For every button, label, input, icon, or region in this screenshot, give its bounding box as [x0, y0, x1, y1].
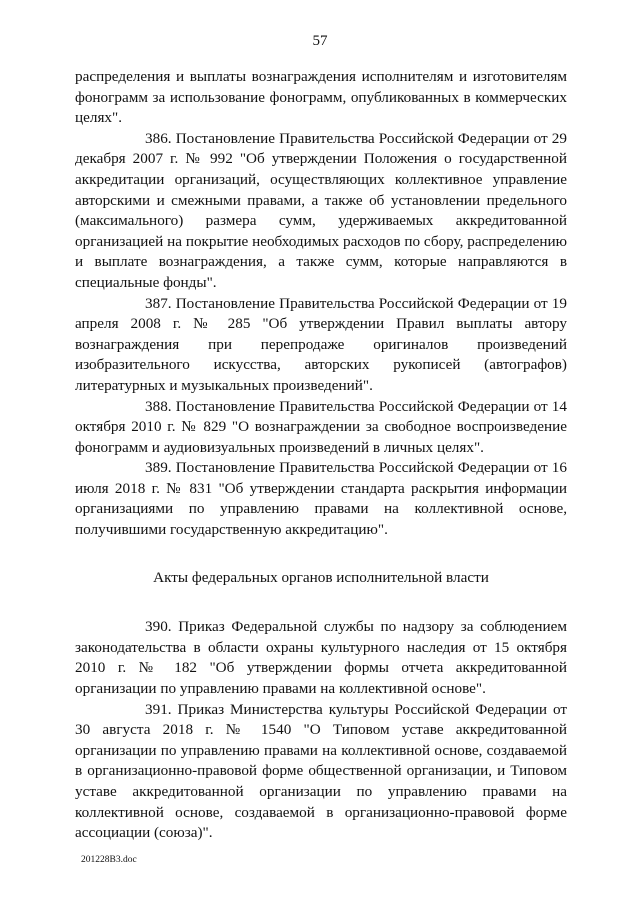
- paragraph-item-389: 389. Постановление Правительства Российской Федерации от 16 июля 2018 г. № 831 "Об утверждении стандарта раскрытия информации организациями по управлению правами на коллективной основе, получившими государственную аккредитацию".: [75, 459, 567, 539]
- section-heading: Акты федеральных органов исполнительной власти: [153, 568, 489, 586]
- page-number: 57: [312, 33, 328, 49]
- paragraph-item-386: 386. Постановление Правительства Российской Федерации от 29 декабря 2007 г. № 992 "Об утверждении Положения о государственной аккредитации организаций, осуществляющих коллективное управление авторскими и смежными правами, а также об установлении предельного (максимального) размера сумм, удерживаемых аккредитованной организацией на покрытие необходимых расходов по сбору, распределению и выплате вознаграждения, а также сумм, которые направляются в специальные фонды".: [75, 129, 567, 291]
- footer-document-code: 201228B3.doc: [81, 855, 137, 865]
- paragraph-item-391: 391. Приказ Министерства культуры Российской Федерации от 30 августа 2018 г. № 1540 "О Типовом уставе аккредитованной организации по управлению правами на коллективной основе, создаваемой в организационно-правовой форме общественной организации, и Типовом уставе аккредитованной организации по управлению правами на коллективной основе, создаваемой в организационно-правовой форме ассоциации (союза)".: [75, 700, 567, 842]
- document-body: [75, 67, 567, 844]
- paragraph-item-388: 388. Постановление Правительства Российской Федерации от 14 октября 2010 г. № 829 "О вознаграждении за свободное воспроизведение фонограмм и аудиовизуальных произведений в личных целях".: [75, 397, 567, 456]
- paragraph-continuation: распределения и выплаты вознаграждения исполнителям и изготовителям фонограмм за использование фонограмм, опубликованных в коммерческих целях".: [75, 68, 567, 127]
- paragraph-item-390: 390. Приказ Федеральной службы по надзору за соблюдением законодательства в области охраны культурного наследия от 15 октября 2010 г. № 182 "Об утверждении формы отчета аккредитованной организации по управлению правами на коллективной основе".: [75, 618, 567, 698]
- paragraph-item-387: 387. Постановление Правительства Российской Федерации от 19 апреля 2008 г. № 285 "Об утверждении Правил выплаты автору вознаграждения при перепродаже оригиналов произведений изобразительного искусства, авторских рукописей (автографов) литературных и музыкальных произведений".: [75, 294, 567, 394]
